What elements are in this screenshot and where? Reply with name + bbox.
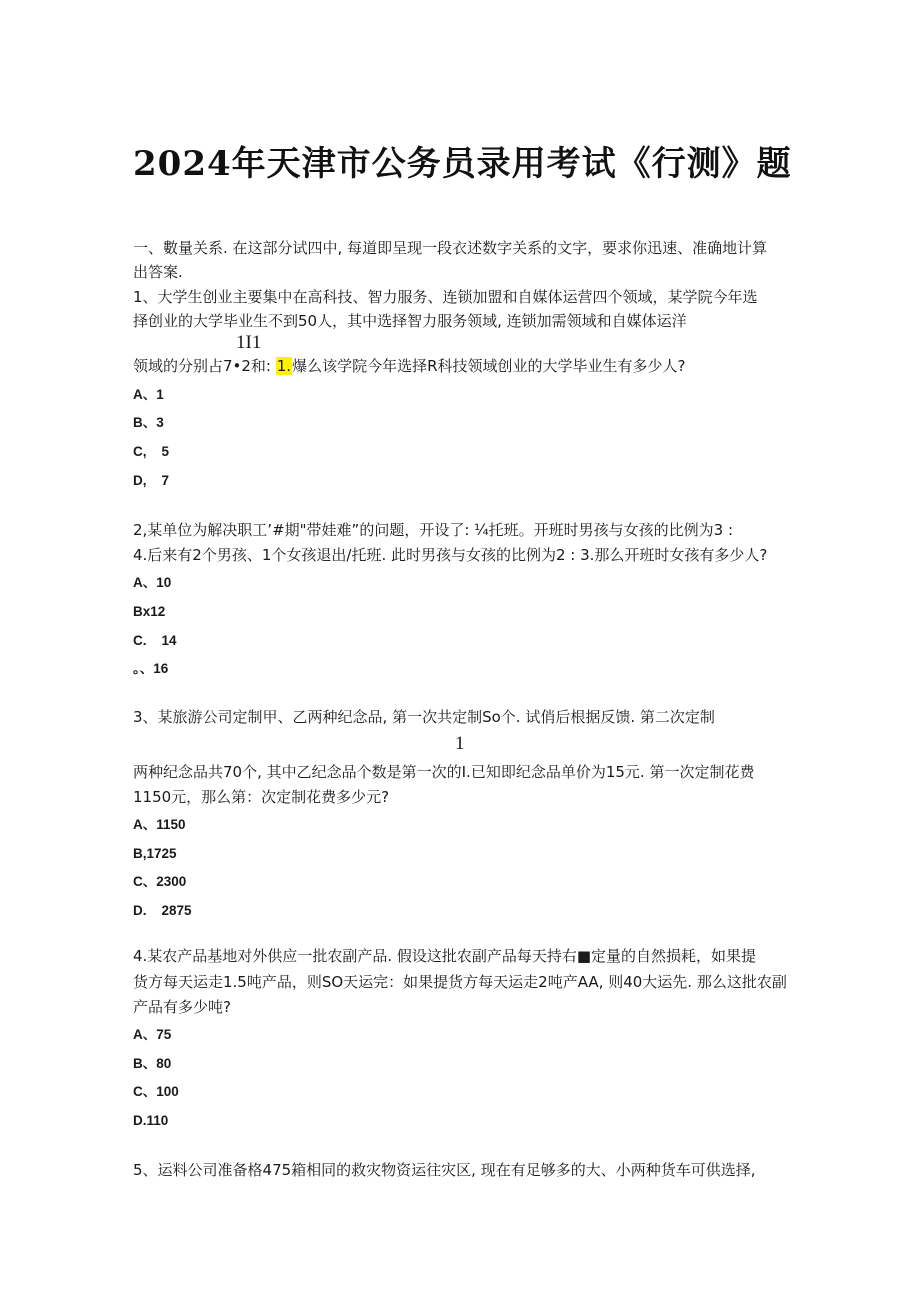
question-1-line-3-text: 领域的分别占7•2和: (133, 357, 276, 375)
question-1-option-a: A、1 (133, 387, 164, 402)
question-1-line-3-rest: 爆么该学院今年选择R科技领域创业的大学毕业生有多少人? (292, 357, 686, 375)
question-2-option-d: 。、16 (133, 661, 169, 676)
question-1-option-c: C, 5 (133, 444, 170, 459)
intro-line-1: 一、數量关系. 在这部分试四中, 每道即呈现一段衣述数字关系的文字，要求你迅速、准确地计算 (133, 239, 768, 257)
question-1-option-b: B、3 (133, 415, 164, 430)
question-3-line-2: 两种纪念品共70个, 其中乙纪念品个数是第一次的I.已知即纪念品单价为15元. 第一次定制花费 (133, 763, 755, 781)
question-2-line-2: 4.后来有2个男孩、1个女孩退出/托班. 此时男孩与女孩的比例为2 : 3.那么开班时女孩有多少人? (133, 546, 768, 564)
question-1-fraction-numerators: 1I1 (236, 332, 262, 353)
question-4-option-d: D.110 (133, 1113, 169, 1128)
intro-line-2: 出答案. (133, 263, 183, 281)
question-4-line-3: 产品有多少吨? (133, 998, 231, 1016)
question-4-line-1: 4.某农产品基地对外供应一批农副产品. 假设这批农副产品每天持右■定量的自然损耗，如果提 (133, 947, 757, 965)
highlighted-text: 1. (276, 357, 292, 375)
question-3-line-3: 1150元，那么第：次定制花费多少元? (133, 788, 390, 806)
page-title: 2024年天津市公务员录用考试《行测》题 (133, 144, 792, 184)
question-5-line-1: 5、运料公司准备格475箱相同的救灾物资运往灾区, 现在有足够多的大、小两种货车可供选择, (133, 1161, 756, 1179)
question-1-option-d: D, 7 (133, 473, 170, 488)
question-2-option-a: A、10 (133, 575, 172, 590)
question-3-option-a: A、1150 (133, 817, 186, 832)
question-3-fraction-numerator: 1 (455, 733, 465, 754)
question-3-line-1: 3、某旅游公司定制甲、乙两种纪念品, 第一次共定制So个. 试俏后根据反馈. 第二次定制 (133, 708, 715, 726)
question-2-option-c: C. 14 (133, 633, 177, 648)
question-3-option-c: C、2300 (133, 874, 187, 889)
question-1-line-2: 择创业的大学毕业生不到50人，其中选择智力服务领域, 连锁加需领域和自媒体运洋 (133, 312, 687, 330)
question-2-line-1: 2,某单位为解决职工’#期"带娃难”的问题，开设了: ¼托班。开班时男孩与女孩的比例为3 : (133, 521, 734, 539)
question-4-option-b: B、80 (133, 1056, 172, 1071)
question-3-option-b: B,1725 (133, 846, 177, 861)
question-4-option-a: A、75 (133, 1027, 172, 1042)
question-1-line-3 (133, 356, 685, 376)
question-3-option-d: D. 2875 (133, 903, 192, 918)
question-4-line-2: 货方每天运走1.5吨产品，则SO天运完：如果提货方每天运走2吨产AA, 则40大运先. 那么这批农副 (133, 973, 787, 991)
question-1-line-1: 1、大学生创业主要集中在高科技、智力服务、连锁加盟和自媒体运营四个领域，某学院今年选 (133, 288, 758, 306)
question-4-option-c: C、100 (133, 1084, 179, 1099)
question-2-option-b: Bx12 (133, 604, 166, 619)
